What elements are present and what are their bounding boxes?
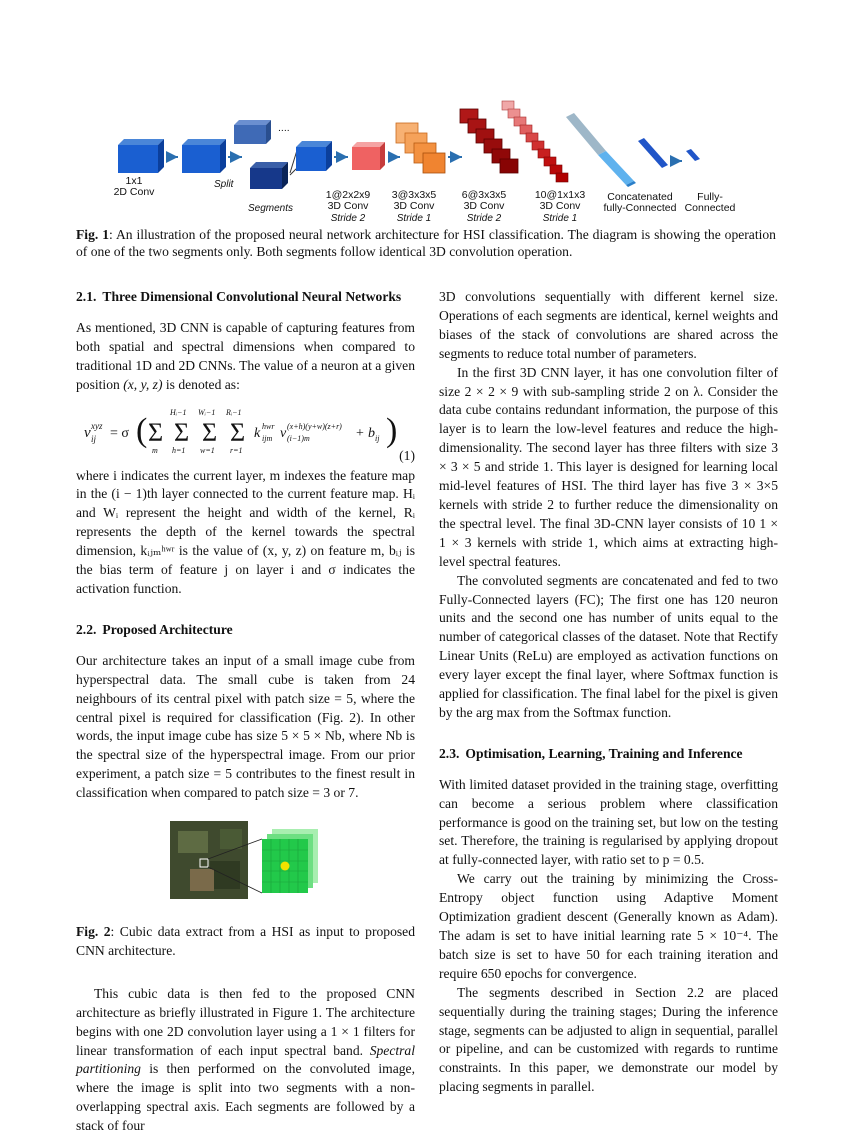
section-2-2-title: Proposed Architecture: [102, 621, 233, 637]
intro-text-a: As mentioned, 3D CNN is capable of capturing features from both spatial and spectral dimensions when compared to traditional 1D and 2D CNNs. The value of a neuron at a given position: [76, 319, 415, 392]
svg-text:v: v: [84, 424, 91, 441]
equation-1-number: (1): [399, 447, 415, 463]
segment-top-icon: [234, 120, 271, 144]
svg-text:v: v: [280, 425, 287, 441]
figure-1-caption: [76, 226, 776, 260]
svg-text:k: k: [254, 425, 261, 441]
svg-text:Rᵢ−1: Rᵢ−1: [226, 407, 242, 417]
label-conv3-type: 3D Conv: [463, 200, 505, 212]
svg-text:= σ: = σ: [110, 425, 129, 441]
figure-1-caption-label: Fig. 1: [76, 227, 109, 242]
equation-1: [76, 401, 415, 465]
overview-text-c: is then performed on the convoluted image, where the image is split into two segments with a non-overlapping spectral axis. Each segments are followed by a stack of four: [76, 1061, 415, 1134]
output-block-icon: [686, 149, 700, 161]
conv3d-input-block-icon: [296, 141, 332, 171]
svg-text:(x+h)(y+w)(z+r): (x+h)(y+w)(z+r): [287, 421, 342, 431]
conv3d-layer2-icon: [396, 123, 445, 173]
label-concat-fc-1: Concatenated: [607, 191, 673, 203]
section-2-2-number: 2.2.: [76, 621, 97, 637]
svg-text:ij: ij: [375, 433, 380, 443]
section-2-3-title: Optimisation, Learning, Training and Inference: [465, 745, 743, 761]
overview-text-a: This cubic data is then fed to the proposed CNN architecture as briefly illustrated in Figure 1. The architecture begins with one 2D convolution layer using a 1 × 1 filters for linear transformation of each input spectral band.: [76, 985, 415, 1058]
svg-text:b: b: [368, 425, 375, 441]
paragraph-fully-connected: The convoluted segments are concatenated and fed to two Fully-Connected layers (FC); The first one has 120 neuron units and the second one has number of units equal to the number of categorical classes of the dataset. Note that Rectify Linear Units (ReLu) are employed as activation functions on every layer except the final layer, where Softmax function is applied for classification. The final label for the pixel is given by the arg max from the Softmax function.: [439, 572, 778, 720]
paragraph-architecture-overview: [76, 985, 415, 1136]
figure-2-caption-text: : Cubic data extract from a HSI as input to proposed CNN architecture.: [76, 924, 415, 958]
paragraph-architecture-input: Our architecture takes an input of a small image cube from hyperspectral data. The small cube is taken from 24 neighbours of its central pixel with patch size = 5, where the central pixel is required for classification (Fig. 2). In other words, the input image cube has size 5 × 5 × Nb, where Nb is the spectral size of the hyperspectral image. From our prior experiment, a patch size = 5 contributes to the finest result in classification when compared to patch size = 3 or 7.: [76, 652, 415, 801]
label-conv3-size: 6@3x3x5: [461, 189, 507, 201]
label-fc-1: Fully-: [697, 191, 723, 203]
svg-text:m: m: [152, 445, 158, 455]
section-2-1-number: 2.1.: [76, 289, 97, 304]
svg-text:Σ: Σ: [230, 417, 246, 447]
segment-bottom-icon: [250, 162, 288, 189]
svg-text:Σ: Σ: [202, 417, 218, 447]
label-conv3-stride: Stride 2: [466, 213, 502, 224]
section-2-3-heading: [439, 745, 778, 764]
svg-text:Wᵢ−1: Wᵢ−1: [198, 407, 216, 417]
svg-text:Hᵢ−1: Hᵢ−1: [170, 407, 187, 417]
label-conv4-size: 10@1x1x3: [534, 189, 586, 201]
label-concat-fc-2: fully-Connected: [603, 202, 677, 214]
label-conv2d-size: 1x1: [125, 175, 143, 187]
svg-text:(: (: [136, 411, 148, 449]
section-2-3-number: 2.3.: [439, 745, 460, 761]
paragraph-inference: The segments described in Section 2.2 are placed sequentially during the training stages; During the inference stage, segments can be adjusted to align in sequential, parallel or pipeline, and can be customized with regards to runtime constraints. In this paper, we demonstrate our model by placing segments in parallel.: [439, 984, 778, 1095]
label-conv2-type: 3D Conv: [393, 200, 435, 212]
dots-text: ....: [278, 122, 290, 134]
left-column: [76, 288, 415, 1136]
svg-text:xyz: xyz: [91, 420, 103, 431]
label-conv4-type: 3D Conv: [539, 200, 581, 212]
paragraph-3d-conv-continued: 3D convolutions sequentially with different kernel size. Operations of each segments are identical, kernel weights and biases of the stack of convolutions are shared across the segments to reduce total number of parameters.: [439, 289, 778, 361]
intro-text-position: (x, y, z): [123, 376, 163, 392]
paragraph-training: We carry out the training by minimizing the Cross-Entropy object function using Adaptive Moment Optimization gradient descent (Generally known as Adam). The adam is set to have initial learning rate 5 × 10⁻⁴. The batch size is set to have 50 for each training iteration and require 650 epochs for convergence.: [439, 871, 778, 981]
label-conv1-size: 1@2x2x9: [325, 189, 371, 201]
label-segments: Segments: [248, 203, 294, 214]
figure-2-caption-label: Fig. 2: [76, 924, 111, 940]
paragraph-3dcnn-variables: where i indicates the current layer, m indexes the feature map in the (i − 1)th layer connected to the current feature map. Hᵢ and Wᵢ represent the height and width of the kernel, Rᵢ represents the depth of the kernel towards the spectral dimension, kᵢⱼₘʰʷʳ is the value of (x, y, z) on feature m, bᵢⱼ is the bias term of feature j on layer i and σ indicates the activation function.: [76, 467, 415, 596]
svg-text:(i−1)m: (i−1)m: [287, 433, 310, 443]
equation-1-formula: [76, 401, 415, 465]
svg-text:+: +: [356, 425, 364, 441]
paragraph-layer-details: In the first 3D CNN layer, it has one convolution filter of size 2 × 2 × 9 with sub-sampling stride 2 on λ. Consider the data cube contains redundant information, the purpose of this layer is to learn the low-level features and reduce the high-dimensionality. The second layer has three filters with size 3 × 3 × 5 and stride 1. This layer is designed for learning local mid-level features of HSI. The third layer has five 3 × 3×5 kernels with stride 2 to further reduce the dimensionality on the spectral level. The final 3D-CNN layer consists of 10 1 × 1 × 3 kernels with stride 1, which aims at extracting high-level spectral features.: [439, 364, 778, 569]
label-fc-2: Connected: [684, 202, 736, 214]
label-conv4-stride: Stride 1: [542, 213, 578, 224]
svg-text:Σ: Σ: [148, 417, 164, 447]
label-conv2-stride: Stride 1: [396, 213, 432, 224]
svg-text:hwr: hwr: [262, 421, 275, 431]
right-column: [439, 288, 778, 1097]
svg-text:Σ: Σ: [174, 417, 190, 447]
label-conv2d: 2D Conv: [113, 186, 155, 198]
paragraph-3dcnn-intro: [76, 319, 415, 395]
svg-text:): ): [386, 411, 398, 449]
svg-text:h=1: h=1: [172, 445, 186, 455]
section-2-2-heading: [76, 621, 415, 640]
figure-2-cubic-data-extract: [170, 821, 320, 901]
conv2d-block-icon: [118, 139, 164, 173]
conv3d-layer1-icon: [352, 142, 385, 170]
svg-text:r=1: r=1: [230, 445, 243, 455]
svg-text:ij: ij: [91, 433, 97, 444]
concatenated-fc-icon: [566, 113, 636, 187]
label-conv1-stride: Stride 2: [330, 213, 366, 224]
figure-2-caption: [76, 923, 415, 961]
label-split: Split: [214, 179, 234, 190]
figure-1-caption-text: : An illustration of the proposed neural network architecture for HSI classification. The diagram is showing the operation of one of the two segments only. Both segments follow identical 3D convolution operation.: [76, 227, 776, 259]
section-2-1-title: Three Dimensional Convolutional Neural Networks: [102, 289, 402, 304]
section-2-1-heading: [76, 288, 415, 307]
split-block-icon: [182, 139, 226, 173]
svg-text:ijm: ijm: [262, 433, 273, 443]
svg-text:w=1: w=1: [200, 445, 215, 455]
conv3d-layer3-icon: [460, 109, 518, 173]
figure-1-architecture-diagram: [100, 95, 760, 227]
label-conv2-size: 3@3x3x5: [391, 189, 437, 201]
paragraph-overfitting: With limited dataset provided in the training stage, overfitting can become a serious problem where classification performance is good on the training set, but low on the testing set. Therefore, the training is regularised by applying dropout at fully-connected layer, with ratio set to p = 0.5.: [439, 776, 778, 868]
intro-text-c: is denoted as:: [162, 376, 240, 392]
fc-block-icon: [638, 138, 668, 168]
overview-text-spectral-partitioning: Spectral partitioning: [76, 1042, 415, 1077]
label-conv1-type: 3D Conv: [327, 200, 369, 212]
